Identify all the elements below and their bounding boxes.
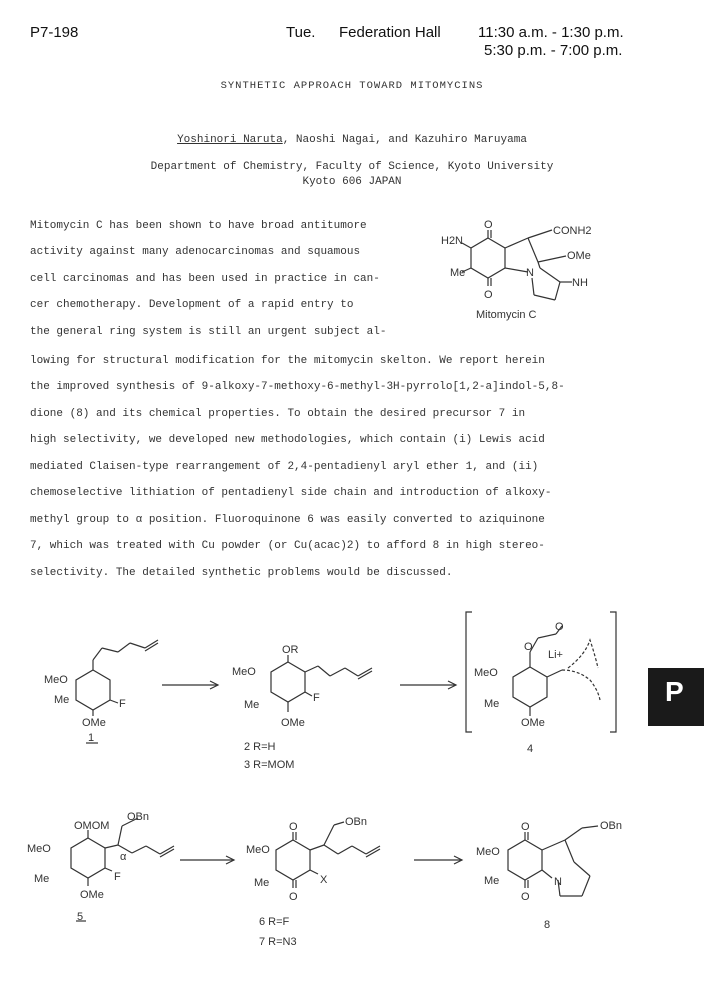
mitomycin-me: Me: [450, 267, 466, 279]
abstract-line: selectivity. The detailed synthetic problems would be discussed.: [30, 567, 453, 579]
mitomycin-h2n: H2N: [441, 235, 464, 247]
abstract-line: the general ring system is still an urgent subject al-: [30, 326, 387, 338]
c5-f: F: [114, 871, 121, 883]
compound-4-structure: [513, 626, 600, 716]
paper-title: SYNTHETIC APPROACH TOWARD MITOMYCINS: [220, 80, 484, 92]
session-day: Tue.: [286, 24, 316, 41]
c2-label: 2 R=H: [244, 741, 276, 753]
abstract-line: 7, which was treated with Cu powder (or Cu(acac)2) to afford 8 in high stereo-: [30, 540, 545, 552]
affiliation-line-2: Kyoto 606 JAPAN: [302, 176, 402, 188]
c4-li: Li+: [548, 649, 563, 661]
compound-5-structure: [71, 818, 174, 921]
c1-me: Me: [54, 694, 70, 706]
c6-x: X: [320, 874, 328, 886]
c6-label: 6 R=F: [259, 916, 290, 928]
c4-o-side: O: [524, 641, 533, 653]
c2-f: F: [313, 692, 320, 704]
c5-label: 5: [77, 911, 84, 923]
section-tab-letter: P: [665, 676, 684, 707]
section-tab: [648, 668, 704, 726]
c6-o-top: O: [289, 821, 298, 833]
compound-8-structure: [508, 826, 598, 896]
abstract-line: lowing for structural modification for the mitomycin skelton. We report herein: [30, 355, 545, 367]
c8-o-bottom: O: [521, 891, 530, 903]
mitomycin-o-top: O: [484, 219, 493, 231]
mitomycin-name: Mitomycin C: [476, 309, 537, 321]
mitomycin-conh2: CONH2: [553, 225, 592, 237]
c6-o-bottom: O: [289, 891, 298, 903]
c4-ome: OMe: [521, 717, 545, 729]
abstract-line: cer chemotherapy. Development of a rapid entry to: [30, 299, 354, 311]
abstract-line: dione (8) and its chemical properties. To obtain the desired precursor 7 in: [30, 408, 526, 420]
c8-n: N: [554, 876, 562, 888]
c5-ome: OMe: [80, 889, 104, 901]
bracket-right: [610, 612, 616, 732]
c8-label: 8: [544, 919, 551, 931]
c4-label: 4: [527, 743, 534, 755]
abstract-line: mediated Claisen-type rearrangement of 2,4-pentadienyl aryl ether 1, and (ii): [30, 461, 539, 473]
c8-me: Me: [484, 875, 500, 887]
session-time-1: 11:30 a.m. - 1:30 p.m.: [478, 24, 624, 41]
session-venue: Federation Hall: [339, 24, 441, 41]
c6-meo: MeO: [246, 844, 270, 856]
c3-label: 3 R=MOM: [244, 759, 295, 771]
bracket-left: [466, 612, 472, 732]
compound-2-structure: [271, 655, 372, 712]
c1-ome: OMe: [82, 717, 106, 729]
mitomycin-n: N: [526, 267, 534, 279]
abstract-line: the improved synthesis of 9-alkoxy-7-methoxy-6-methyl-3H-pyrrolo[1,2-a]indol-5,8-: [30, 381, 565, 393]
c4-meo: MeO: [474, 667, 498, 679]
abstract-line: chemoselective lithiation of pentadienyl side chain and introduction of alkoxy-: [30, 487, 552, 499]
mitomycin-o-bottom: O: [484, 289, 493, 301]
c1-label: 1: [88, 732, 95, 744]
abstract-line: cell carcinomas and has been used in practice in can-: [30, 273, 380, 285]
abstract-line: high selectivity, we developed new methodologies, which contain (i) Lewis acid: [30, 434, 545, 446]
c8-meo: MeO: [476, 846, 500, 858]
mitomycin-c-structure: [462, 230, 572, 300]
c6-obn: OBn: [345, 816, 368, 828]
c5-alpha: α: [120, 851, 127, 863]
abstract-line: methyl group to α position. Fluoroquinone 6 was easily converted to aziquinone: [30, 514, 545, 526]
c5-meo: MeO: [27, 843, 51, 855]
c8-o-top: O: [521, 821, 530, 833]
co-authors: , Naoshi Nagai, and Kazuhiro Maruyama: [282, 134, 527, 146]
abstract-line: activity against many adenocarcinomas and squamous: [30, 246, 361, 258]
presenting-author: Yoshinori Naruta: [177, 134, 283, 146]
c1-f: F: [119, 698, 126, 710]
c1-meo: MeO: [44, 674, 68, 686]
c2-me: Me: [244, 699, 260, 711]
mitomycin-ome: OMe: [567, 250, 591, 262]
mitomycin-nh: NH: [572, 277, 588, 289]
c5-omom: OMOM: [74, 820, 110, 832]
c4-me: Me: [484, 698, 500, 710]
c2-or: OR: [282, 644, 299, 656]
poster-code: P7-198: [30, 24, 79, 41]
affiliation-line-1: Department of Chemistry, Faculty of Science, Kyoto University: [150, 161, 554, 173]
c6-me: Me: [254, 877, 270, 889]
c8-obn: OBn: [600, 820, 623, 832]
c2-meo: MeO: [232, 666, 256, 678]
c7-label: 7 R=N3: [259, 936, 297, 948]
abstract-line: Mitomycin C has been shown to have broad antitumore: [30, 220, 367, 232]
c5-me: Me: [34, 873, 50, 885]
c2-ome: OMe: [281, 717, 305, 729]
c5-obn: OBn: [127, 811, 150, 823]
c4-o-top: O: [555, 621, 564, 633]
session-time-2: 5:30 p.m. - 7:00 p.m.: [484, 42, 623, 59]
